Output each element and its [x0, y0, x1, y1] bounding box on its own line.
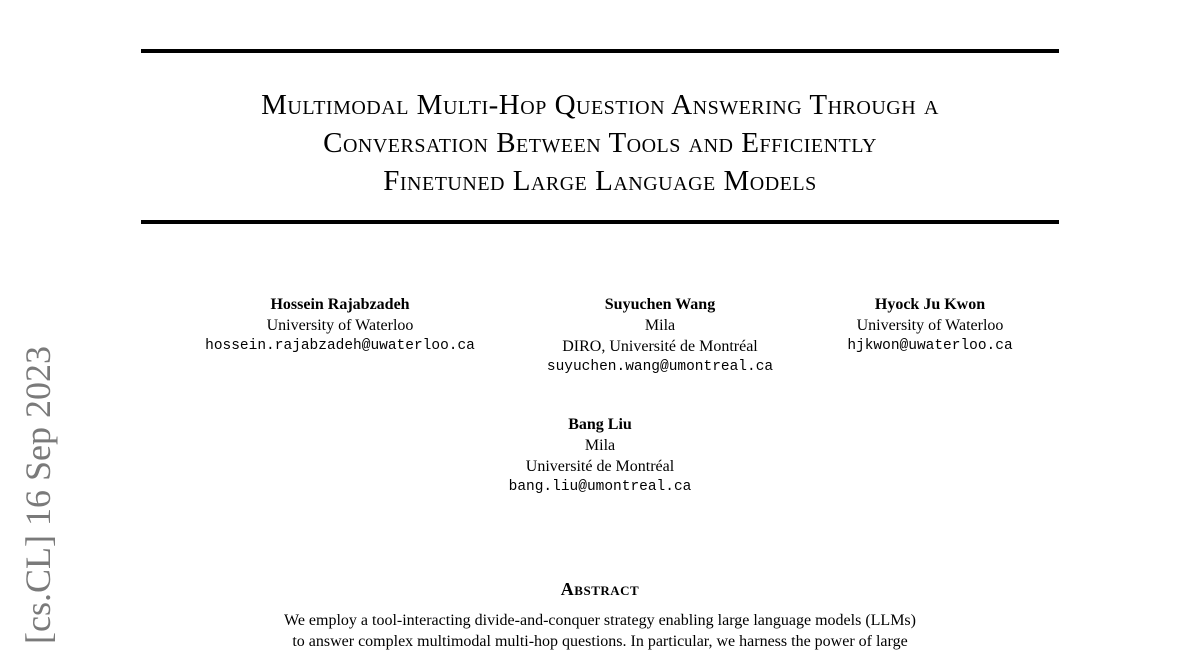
- author-email[interactable]: hossein.rajabzadeh@uwaterloo.ca: [205, 338, 475, 354]
- author-affiliation: University of Waterloo: [266, 317, 414, 334]
- author-email[interactable]: bang.liu@umontreal.ca: [508, 479, 692, 495]
- author-affiliation: Université de Montréal: [525, 458, 675, 475]
- author-name: Suyuchen Wang: [604, 296, 716, 313]
- author-email[interactable]: hjkwon@uwaterloo.ca: [847, 338, 1013, 354]
- author-email[interactable]: suyuchen.wang@umontreal.ca: [546, 359, 774, 375]
- author-name: Bang Liu: [568, 416, 632, 433]
- abstract-line: to answer complex multimodal multi-hop questions. In particular, we harness the power of large: [292, 633, 908, 650]
- author-affiliation: DIRO, Université de Montréal: [562, 338, 758, 355]
- author-name: Hossein Rajabzadeh: [270, 296, 410, 313]
- abstract-heading: Abstract: [560, 579, 640, 599]
- title-rule-bottom: [141, 220, 1059, 224]
- author-block: [790, 294, 1070, 357]
- author-affiliation: University of Waterloo: [856, 317, 1004, 334]
- title-rule-top: [141, 49, 1059, 53]
- arxiv-side-stamp: [cs.CL] 16 Sep 2023: [18, 346, 58, 644]
- author-name: Hyock Ju Kwon: [874, 296, 986, 313]
- author-block: [410, 414, 790, 498]
- author-affiliation: Mila: [644, 317, 676, 334]
- abstract-body: [180, 610, 1020, 652]
- abstract-line: We employ a tool-interacting divide-and-conquer strategy enabling large language models (LLMs): [284, 612, 916, 629]
- title-line: Finetuned Large Language Models: [383, 165, 817, 197]
- author-affiliation: Mila: [584, 437, 616, 454]
- paper-title: [141, 86, 1059, 200]
- title-line: Multimodal Multi-Hop Question Answering Through a: [261, 89, 939, 121]
- title-line: Conversation Between Tools and Efficiently: [323, 127, 877, 159]
